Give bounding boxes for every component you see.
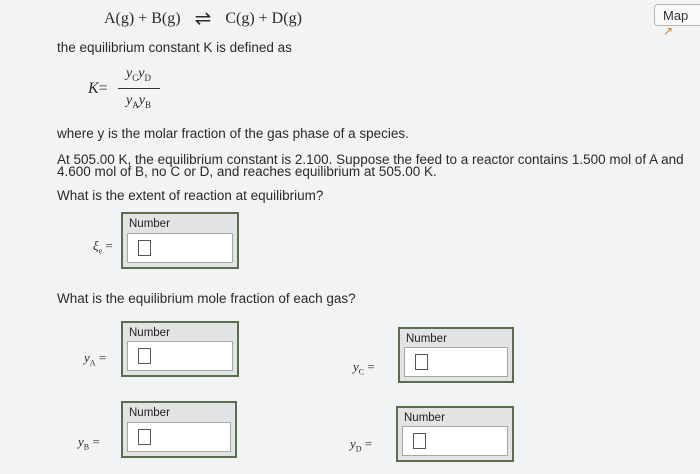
yc-label: $y_C$ = bbox=[353, 359, 375, 377]
ya-input[interactable] bbox=[127, 341, 233, 371]
input-indicator-icon bbox=[138, 429, 151, 445]
input-indicator-icon bbox=[138, 348, 151, 364]
reaction-lhs: A(g) + B(g) bbox=[104, 10, 181, 27]
equilibrium-constant-equation bbox=[88, 66, 178, 114]
ya-answer-box bbox=[121, 321, 239, 377]
number-label: Number bbox=[406, 333, 447, 345]
where-text: where y is the molar fraction of the gas phase of a species. bbox=[57, 126, 409, 141]
number-label: Number bbox=[129, 407, 170, 419]
number-label: Number bbox=[129, 218, 170, 230]
map-button[interactable] bbox=[654, 4, 700, 38]
input-indicator-icon bbox=[138, 240, 151, 256]
yd-answer-box bbox=[396, 406, 514, 462]
yb-label: $y_B$ = bbox=[78, 434, 100, 452]
equilibrium-arrow-icon: ⇌ bbox=[194, 8, 212, 30]
problem-text-line-2: 4.600 mol of B, no C or D, and reaches equilibrium at 505.00 K. bbox=[57, 164, 437, 179]
yd-label: $y_D$ = bbox=[350, 436, 373, 454]
problem-text-line-1: At 505.00 K, the equilibrium constant is 2.100. Suppose the feed to a reactor contains 1.500 mol of A and bbox=[57, 152, 684, 167]
yd-input[interactable] bbox=[402, 426, 508, 456]
reaction-rhs: C(g) + D(g) bbox=[225, 10, 302, 27]
xi-label: $\xi_e$ = bbox=[93, 238, 113, 256]
yb-input[interactable] bbox=[127, 422, 231, 452]
external-link-icon: ↗ bbox=[663, 24, 674, 38]
extent-answer-box bbox=[121, 212, 239, 269]
yc-input[interactable] bbox=[404, 347, 508, 377]
yb-answer-box bbox=[121, 401, 237, 458]
number-label: Number bbox=[129, 327, 170, 339]
extent-input[interactable] bbox=[127, 233, 233, 263]
k-denominator: $y_Ay_B$ bbox=[126, 93, 151, 110]
ya-label: $y_A$ = bbox=[84, 350, 107, 368]
question-extent: What is the extent of reaction at equilibrium? bbox=[57, 188, 324, 203]
map-button-label: Map bbox=[663, 8, 689, 23]
number-label: Number bbox=[404, 412, 445, 424]
k-numerator: $y_Cy_D$ bbox=[126, 66, 151, 83]
intro-text: the equilibrium constant K is defined as bbox=[57, 40, 292, 55]
reaction-equation bbox=[104, 6, 302, 31]
yc-answer-box bbox=[398, 327, 514, 383]
input-indicator-icon bbox=[413, 433, 426, 449]
k-symbol: K= bbox=[88, 80, 108, 97]
question-mole-fractions: What is the equilibrium mole fraction of each gas? bbox=[57, 291, 356, 306]
input-indicator-icon bbox=[415, 354, 428, 370]
fraction-bar bbox=[118, 88, 160, 89]
